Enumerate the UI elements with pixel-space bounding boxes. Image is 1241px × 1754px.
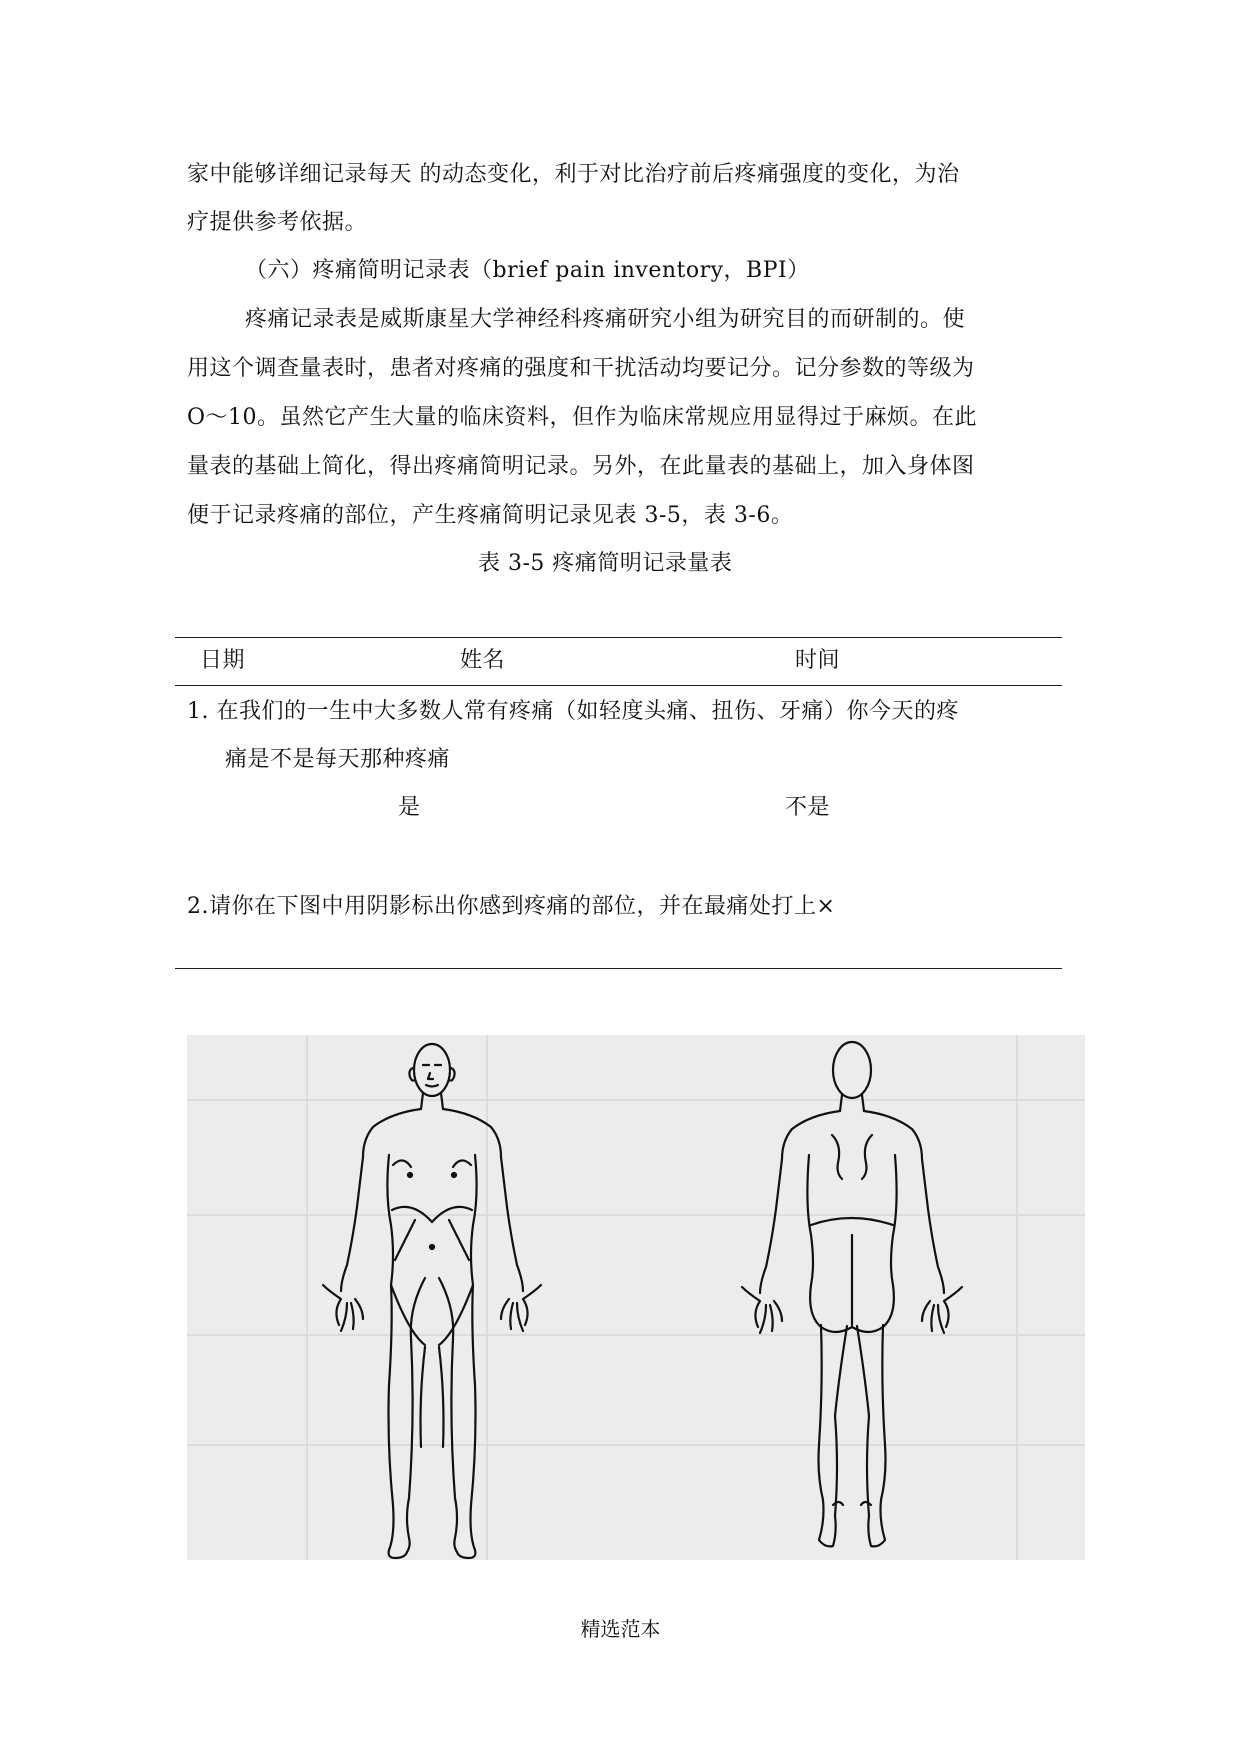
paragraph-2-line-4: 量表的基础上简化，得出疼痛简明记录。另外，在此量表的基础上，加入身体图 [187,454,975,479]
question-1-line-1: 1. 在我们的一生中大多数人常有疼痛（如轻度头痛、扭伤、牙痛）你今天的疼 [187,699,959,724]
paragraph-2-line-5: 便于记录疼痛的部位，产生疼痛简明记录见表 3-5，表 3-6。 [187,503,794,528]
paragraph-1-line-2: 疗提供参考依据。 [187,210,368,235]
answer-yes-option[interactable]: 是 [398,795,421,820]
paragraph-1-line-1: 家中能够详细记录每天 的动态变化，利于对比治疗前后疼痛强度的变化，为治 [187,162,960,187]
body-back-icon[interactable] [742,1042,962,1546]
paragraph-2-line-1: 疼痛记录表是威斯康星大学神经科疼痛研究小组为研究目的而研制的。使 [245,307,966,332]
page-footer: 精选范本 [580,1617,661,1641]
paragraph-2-line-2: 用这个调查量表时，患者对疼痛的强度和干扰活动均要记分。记分参数的等级为 [187,356,975,381]
section-heading: （六）疼痛简明记录表（brief pain inventory，BPI） [245,258,810,283]
answer-no-option[interactable]: 不是 [785,795,831,820]
body-front-icon[interactable] [323,1044,541,1558]
paragraph-2-line-3: O～10。虽然它产生大量的临床资料，但作为临床常规应用显得过于麻烦。在此 [187,405,978,430]
body-diagram[interactable] [187,1035,1085,1560]
question-1-line-2: 痛是不是每天那种疼痛 [225,747,451,772]
table-caption: 表 3-5 疼痛简明记录量表 [478,551,733,576]
form-time-label: 时间 [795,648,841,673]
form-header-rule [175,685,1062,686]
form-date-label: 日期 [200,648,246,673]
question-2: 2.请你在下图中用阴影标出你感到疼痛的部位，并在最痛处打上× [187,894,836,919]
form-name-label: 姓名 [460,648,506,673]
form-top-rule [175,637,1062,638]
form-bottom-rule [175,968,1062,969]
